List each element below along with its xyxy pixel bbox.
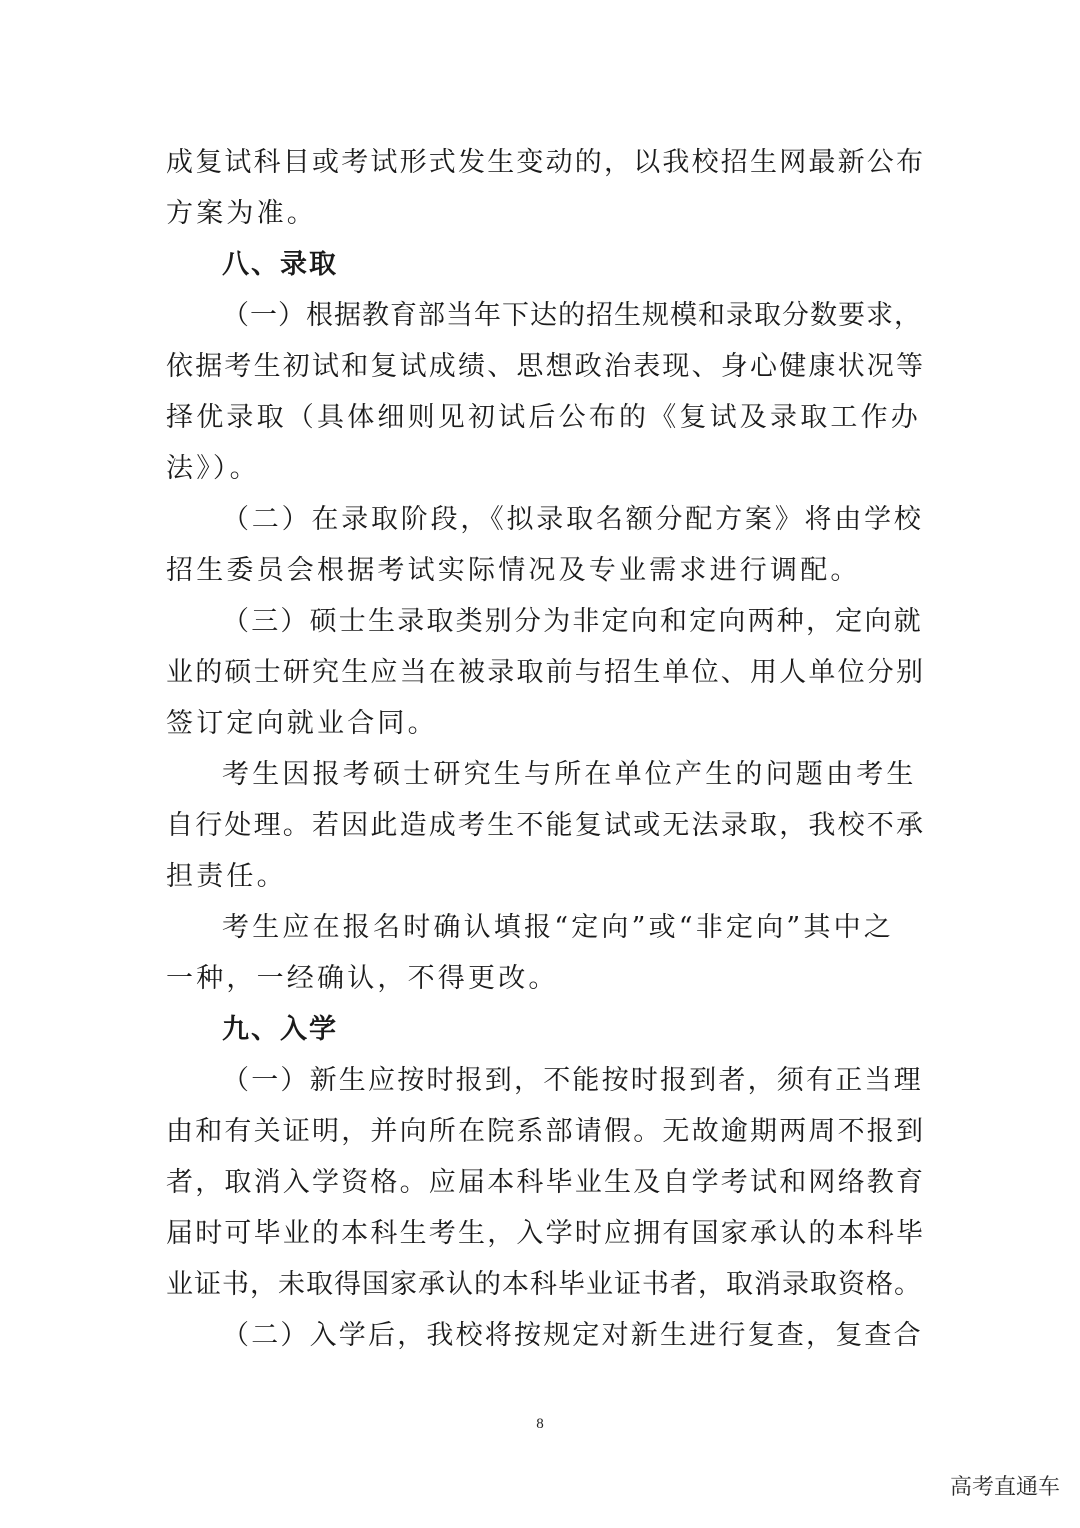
paragraph-line: 考生因报考硕士研究生与所在单位产生的问题由考生 <box>222 759 917 790</box>
paragraph-line: 签订定向就业合同。 <box>166 708 438 739</box>
paragraph-line: 担责任。 <box>166 861 287 892</box>
paragraph-line: 一种，一经确认，不得更改。 <box>166 963 559 994</box>
paragraph-line: （二）入学后，我校将按规定对新生进行复查，复查合 <box>222 1320 923 1351</box>
paragraph-line: （三）硕士生录取类别分为非定向和定向两种，定向就 <box>222 606 923 637</box>
paragraph-line: 方案为准。 <box>166 198 317 229</box>
paragraph-line: 届时可毕业的本科生考生，入学时应拥有国家承认的本科毕 <box>166 1218 926 1249</box>
paragraph-line: （二）在录取阶段，《拟录取名额分配方案》将由学校 <box>222 504 924 535</box>
paragraph-line: 由和有关证明，并向所在院系部请假。无故逾期两周不报到 <box>166 1116 926 1147</box>
paragraph-line: （一）根据教育部当年下达的招生规模和录取分数要求， <box>222 300 922 331</box>
paragraph-line: 法》）。 <box>166 453 260 484</box>
paragraph-line: 招生委员会根据考试实际情况及专业需求进行调配。 <box>166 555 861 586</box>
paragraph-line: 业的硕士研究生应当在被录取前与招生单位、用人单位分别 <box>166 657 926 688</box>
paragraph-line: 依据考生初试和复试成绩、思想政治表现、身心健康状况等 <box>166 351 926 382</box>
paragraph-line: （一）新生应按时报到，不能按时报到者，须有正当理 <box>222 1065 923 1096</box>
section-heading-admission: 八、录取 <box>222 249 338 280</box>
paragraph-line: 者，取消入学资格。应届本科毕业生及自学考试和网络教育 <box>166 1167 926 1198</box>
section-heading-enrollment: 九、入学 <box>222 1014 338 1045</box>
paragraph-line: 自行处理。若因此造成考生不能复试或无法录取，我校不承 <box>166 810 926 841</box>
watermark: 高考直通车 <box>949 1475 1060 1500</box>
paragraph-line: 业证书，未取得国家承认的本科毕业证书者，取消录取资格。 <box>166 1269 922 1300</box>
page-number: 8 <box>536 1416 544 1432</box>
paragraph-line: 考生应在报名时确认填报“定向”或“非定向”其中之 <box>222 912 895 943</box>
paragraph-line: 成复试科目或考试形式发生变动的，以我校招生网最新公布 <box>166 147 926 178</box>
paragraph-line: 择优录取（具体细则见初试后公布的《复试及录取工作办 <box>166 402 921 433</box>
